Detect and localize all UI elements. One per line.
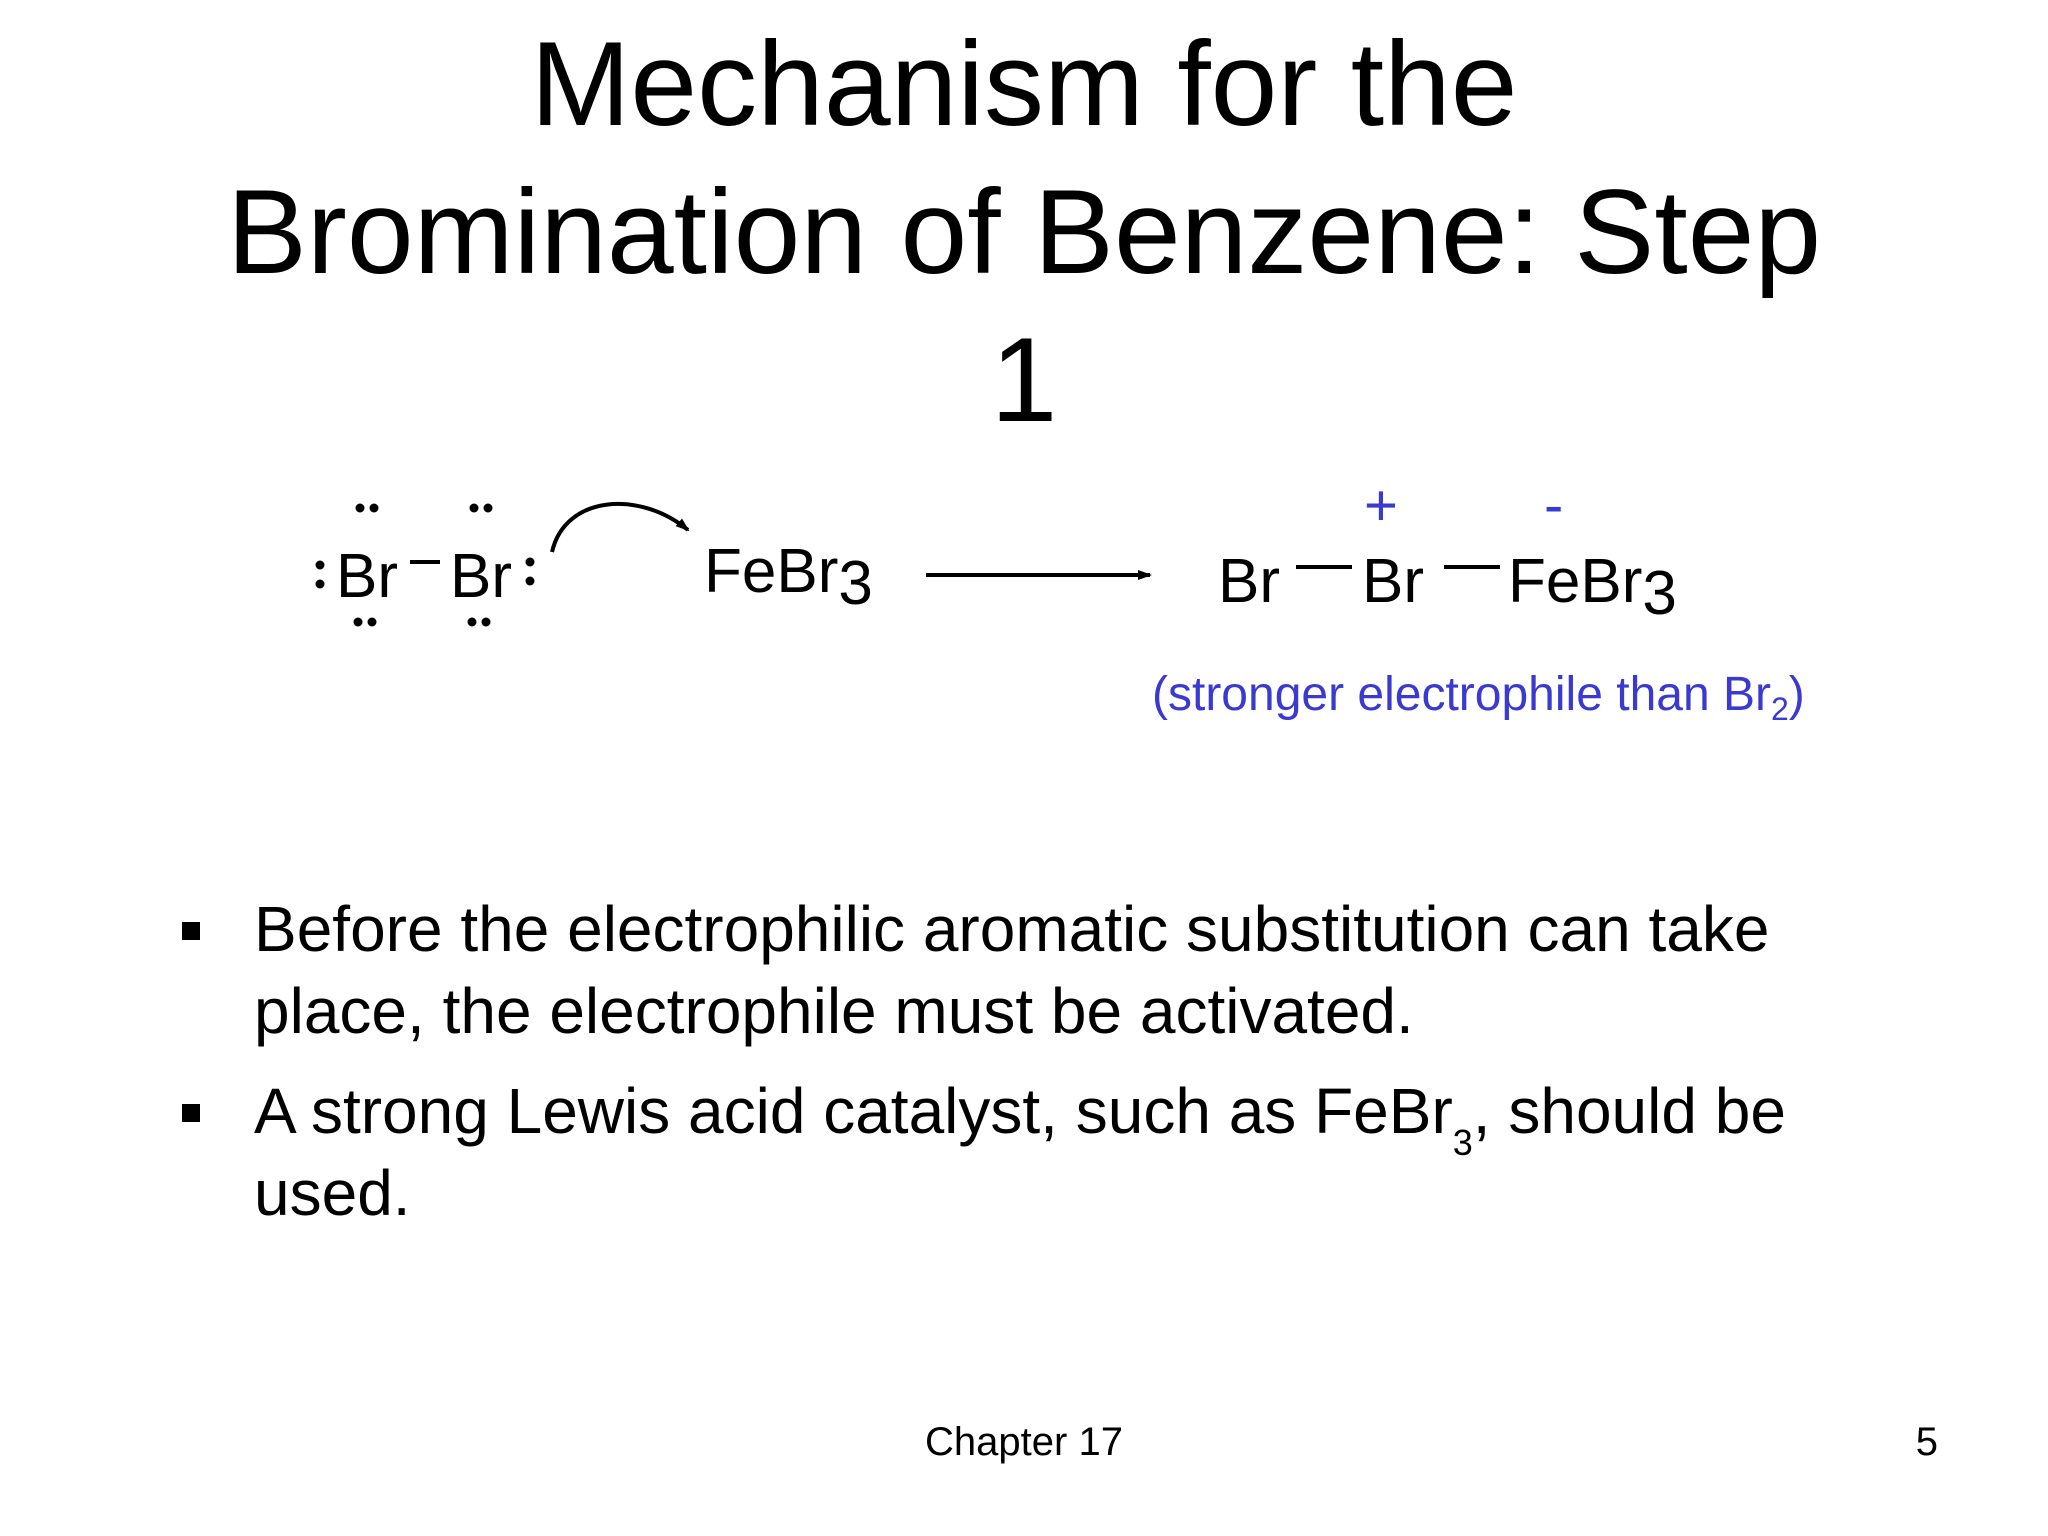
lone-pair-dot	[370, 504, 379, 513]
lone-pair-dot	[526, 558, 535, 567]
curved-arrow-icon	[552, 504, 688, 552]
note-main: (stronger electrophile than Br	[1152, 668, 1771, 721]
reactant-br-2: Br	[450, 542, 512, 611]
reaction-scheme	[0, 470, 2048, 770]
product-br-2: Br	[1362, 547, 1424, 616]
bullet-list	[178, 888, 1938, 1252]
reaction-scheme-svg	[0, 470, 2048, 770]
slide-title	[0, 10, 2048, 454]
square-bullet-icon	[182, 922, 200, 940]
note-close: )	[1788, 668, 1805, 721]
bullet-item-1	[178, 888, 1938, 1052]
bullet-text-2-subscript: 3	[1452, 1122, 1473, 1163]
lone-pair-dot	[368, 618, 377, 627]
lone-pair-dot	[484, 504, 493, 513]
negative-charge: -	[1544, 473, 1564, 538]
product-febr-main: FeBr	[1508, 547, 1643, 616]
positive-charge: +	[1364, 473, 1398, 538]
lone-pair-dot	[316, 580, 325, 589]
title-line-2: Bromination of Benzene: Step	[226, 165, 1822, 299]
bullet-text-2-end: , should be used.	[254, 1075, 1786, 1229]
lone-pair-dot	[468, 618, 477, 627]
product-br-1: Br	[1218, 547, 1280, 616]
bullet-text-1: Before the electrophilic aromatic substitution can take place, the electrophile must be activated.	[254, 893, 1770, 1047]
square-bullet-icon	[182, 1104, 200, 1122]
lone-pair-dot	[316, 561, 325, 570]
footer-chapter: Chapter 17	[925, 1420, 1123, 1464]
lone-pair-dot	[482, 618, 491, 627]
note-subscript: 2	[1770, 691, 1789, 727]
product-febr-subscript: 3	[1642, 559, 1677, 628]
lone-pair-dot	[526, 577, 535, 586]
title-line-1: Mechanism for the	[530, 17, 1518, 151]
page-number: 5	[1915, 1420, 1938, 1464]
lone-pair-dot	[356, 504, 365, 513]
bullet-text-2: A strong Lewis acid catalyst, such as FeBr	[254, 1075, 1453, 1147]
electrophile-note	[1152, 668, 1805, 727]
lone-pair-dot	[470, 504, 479, 513]
bullet-item-2	[178, 1070, 1938, 1234]
product-complex	[1218, 473, 1677, 628]
product-febr3	[1508, 547, 1677, 628]
catalyst-main: FeBr	[704, 537, 839, 606]
catalyst-subscript: 3	[838, 549, 873, 618]
lone-pair-dot	[354, 618, 363, 627]
bromine-molecule	[316, 504, 535, 627]
reactant-br-1: Br	[336, 542, 398, 611]
catalyst-febr3	[704, 537, 873, 618]
title-line-3: 1	[990, 313, 1058, 447]
